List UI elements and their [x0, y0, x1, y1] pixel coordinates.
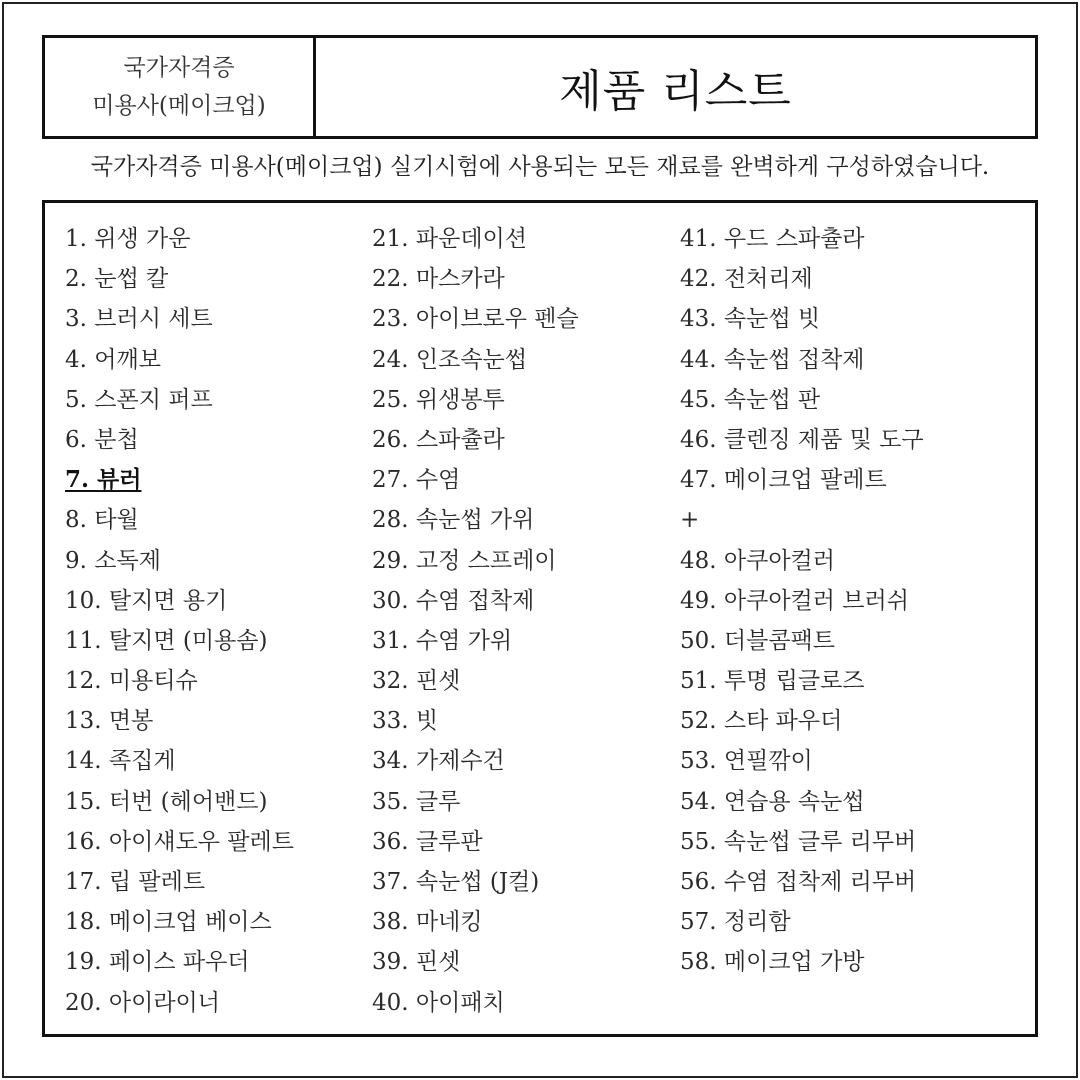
product-item: 27. 수염 — [372, 467, 461, 494]
product-item: 52. 스타 파우더 — [680, 708, 843, 735]
product-item: 11. 탈지면 (미용솜) — [65, 627, 268, 654]
product-item: 21. 파운데이션 — [372, 226, 527, 252]
product-item: 34. 가제수건 — [372, 748, 505, 775]
product-item: 3. 브러시 세트 — [65, 306, 213, 333]
product-item: 33. 빗 — [372, 708, 439, 735]
product-item: 50. 더블콤팩트 — [680, 627, 835, 654]
product-item: 36. 글루판 — [372, 828, 483, 855]
list-separator: + — [680, 507, 700, 534]
product-item: 43. 속눈썹 빗 — [680, 306, 821, 333]
product-item: 40. 아이패치 — [372, 989, 505, 1016]
product-item: 29. 고정 스프레이 — [372, 547, 557, 574]
product-item: 25. 위생봉투 — [372, 386, 505, 413]
header-box — [42, 35, 1038, 139]
certification-label — [45, 38, 316, 136]
page-title: 제품 리스트 — [559, 66, 792, 117]
product-item: 57. 정리함 — [680, 909, 791, 936]
product-column-2 — [372, 219, 579, 1023]
product-item: 26. 스파츌라 — [372, 426, 505, 453]
product-item: 7. 뷰러 — [65, 466, 142, 494]
product-item: 39. 핀셋 — [372, 949, 461, 976]
product-item: 24. 인조속눈썹 — [372, 346, 527, 373]
product-item: 30. 수염 접착제 — [372, 587, 535, 614]
product-item: 20. 아이라이너 — [65, 989, 220, 1016]
product-item: 32. 핀셋 — [372, 668, 461, 695]
product-item: 55. 속눈썹 글루 리무버 — [680, 828, 917, 855]
certification-line-2: 미용사(메이크업) — [92, 93, 266, 119]
product-item: 56. 수염 접착제 리무버 — [680, 869, 917, 895]
product-item: 9. 소독제 — [65, 547, 161, 574]
product-item: 58. 메이크업 가방 — [680, 949, 865, 976]
product-item: 15. 터번 (헤어밴드) — [65, 788, 268, 815]
product-item: 41. 우드 스파츌라 — [680, 226, 865, 252]
product-item: 18. 메이크업 베이스 — [65, 909, 272, 936]
product-item: 14. 족집게 — [65, 748, 176, 775]
product-column-3 — [680, 219, 924, 983]
product-column-1 — [65, 219, 294, 1023]
product-item: 4. 어깨보 — [65, 346, 161, 373]
product-item: 23. 아이브로우 펜슬 — [372, 306, 579, 333]
product-item: 1. 위생 가운 — [65, 226, 191, 252]
product-item: 6. 분첩 — [65, 426, 139, 453]
certification-line-1: 국가자격증 — [123, 55, 235, 81]
product-item: 45. 속눈썹 판 — [680, 386, 821, 413]
product-item: 54. 연습용 속눈썹 — [680, 788, 865, 815]
product-item: 37. 속눈썹 (J컬) — [372, 869, 540, 895]
product-item: 42. 전처리제 — [680, 266, 813, 293]
product-item: 5. 스폰지 퍼프 — [65, 386, 213, 413]
product-item: 22. 마스카라 — [372, 266, 505, 293]
product-item: 19. 페이스 파우더 — [65, 949, 250, 976]
page-subtitle: 국가자격증 미용사(메이크업) 실기시험에 사용되는 모든 재료를 완벽하게 구성하였습니다. — [90, 154, 990, 180]
product-item: 47. 메이크업 팔레트 — [680, 467, 887, 494]
product-item: 53. 연필깎이 — [680, 748, 813, 775]
product-item: 28. 속눈썹 가위 — [372, 507, 535, 534]
product-item: 38. 마네킹 — [372, 909, 483, 936]
product-item: 35. 글루 — [372, 788, 461, 815]
product-item: 46. 클렌징 제품 및 도구 — [680, 426, 924, 453]
product-item: 31. 수염 가위 — [372, 627, 513, 654]
product-item: 16. 아이섀도우 팔레트 — [65, 828, 294, 855]
product-item: 44. 속눈썹 접착제 — [680, 346, 865, 373]
product-item: 10. 탈지면 용기 — [65, 587, 228, 614]
product-item: 2. 눈썹 칼 — [65, 266, 169, 293]
product-item: 12. 미용티슈 — [65, 668, 198, 695]
product-item: 13. 면봉 — [65, 708, 154, 735]
product-item: 8. 타월 — [65, 507, 139, 534]
product-item: 49. 아쿠아컬러 브러쉬 — [680, 587, 909, 614]
product-item: 17. 립 팔레트 — [65, 869, 206, 895]
product-list-box — [42, 200, 1038, 1037]
product-item: 48. 아쿠아컬러 — [680, 547, 835, 574]
product-item: 51. 투명 립글로즈 — [680, 668, 865, 695]
